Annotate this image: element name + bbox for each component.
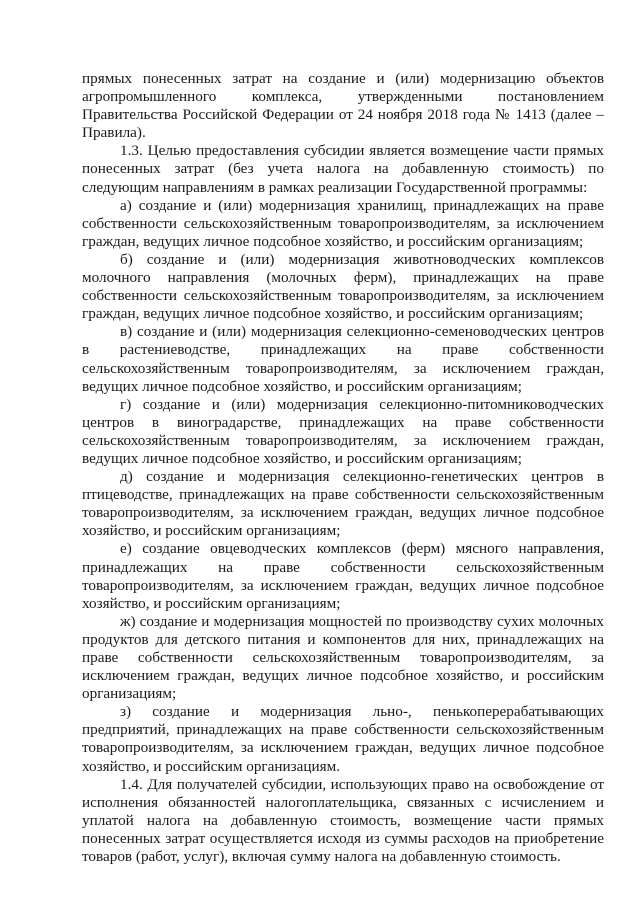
paragraph-1-4-vat-exemption: 1.4. Для получателей субсидии, использующих право на освобождение от исполнения обязанностей налогоплательщика, связанных с исчислением и уплатой налога на добавленную стоимость, возмещение части прямых понесенных затрат осуществляется исходя из суммы расходов на приобретение товаров (работ, услуг), включая сумму налога на добавленную стоимость. [82,775,604,866]
paragraph-item-b: б) создание и (или) модернизация животноводческих комплексов молочного направления (молочных ферм), принадлежащих на праве собственности сельскохозяйственным товаропроизводителям, за исключением граждан, ведущих личное подсобное хозяйство, и российским организациям; [82,250,604,323]
document-body [82,70,604,866]
paragraph-rules-reference: прямых понесенных затрат на создание и (или) модернизацию объектов агропромышленного комплекса, утвержденными постановлением Правительства Российской Федерации от 24 ноября 2018 года № 1413 (далее – Правила). [82,70,604,142]
paragraph-item-a: а) создание и (или) модернизация хранилищ, принадлежащих на праве собственности сельскохозяйственным товаропроизводителям, за исключением граждан, ведущих личное подсобное хозяйство, и российским организациям; [82,196,604,250]
paragraph-item-z: з) создание и модернизация льно-, пенькоперерабатывающих предприятий, принадлежащих на праве собственности сельскохозяйственным товаропроизводителям, за исключением граждан, ведущих личное подсобное хозяйство, и российским организациям. [82,703,604,775]
paragraph-item-d: д) создание и модернизация селекционно-генетических центров в птицеводстве, принадлежащих на праве собственности сельскохозяйственным товаропроизводителям, за исключением граждан, ведущих личное подсобное хозяйство, и российским организациям; [82,468,604,540]
paragraph-item-zh: ж) создание и модернизация мощностей по производству сухих молочных продуктов для детского питания и компонентов для них, принадлежащих на праве собственности сельскохозяйственным товаропроизводителям, за исключением граждан, ведущих личное подсобное хозяйство, и российским организациям; [82,612,604,703]
paragraph-item-e: е) создание овцеводческих комплексов (ферм) мясного направления, принадлежащих на праве собственности сельскохозяйственным товаропроизводителям, за исключением граждан, ведущих личное подсобное хозяйство, и российским организациям; [82,540,604,612]
paragraph-item-v: в) создание и (или) модернизация селекционно-семеноводческих центров в растениеводстве, принадлежащих на праве собственности сельскохозяйственным товаропроизводителям, за исключением граждан, ведущих личное подсобное хозяйство, и российским организациям; [82,323,604,395]
paragraph-item-g: г) создание и (или) модернизация селекционно-питомниководческих центров в виноградарстве, принадлежащих на праве собственности сельскохозяйственным товаропроизводителям, за исключением граждан, ведущих личное подсобное хозяйство, и российским организациям; [82,395,604,467]
paragraph-1-3-purpose: 1.3. Целью предоставления субсидии является возмещение части прямых понесенных затрат (без учета налога на добавленную стоимость) по следующим направлениям в рамках реализации Государственной программы: [82,142,604,196]
